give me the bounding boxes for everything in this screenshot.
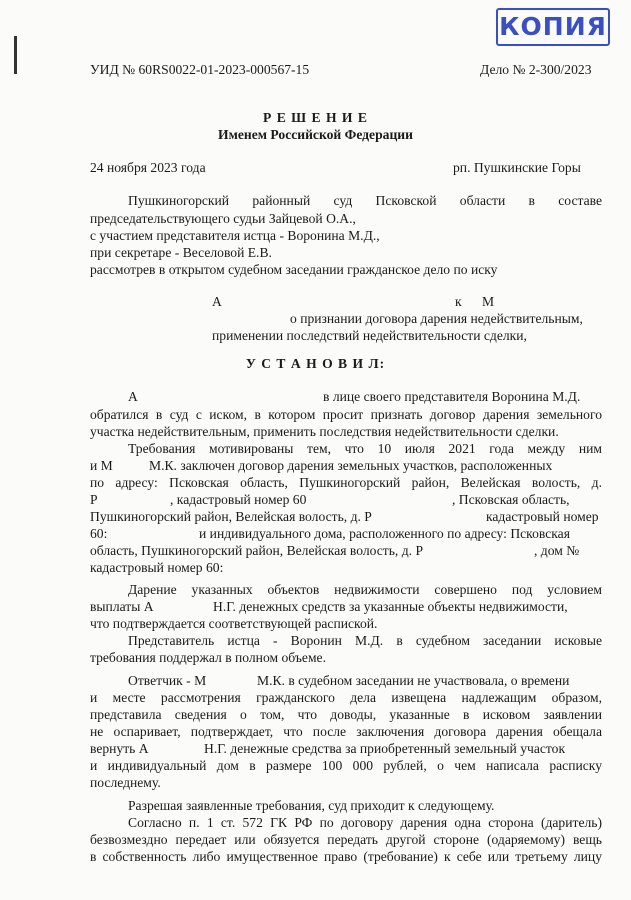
- body-line: , Псковская область,: [452, 492, 570, 507]
- body-line: Дарение указанных объектов недвижимости совершено под условием: [128, 582, 602, 597]
- body-line: безвозмездно передает или обязуется передать другой стороне (одаряемому) вещь: [90, 832, 602, 847]
- body-line: в собственность либо имущественное право (требование) к себе или третьему лицу: [90, 849, 602, 864]
- body-line: , дом №: [534, 543, 580, 558]
- decision-place: рп. Пушкинские Горы: [453, 160, 581, 175]
- party-defendant: М: [482, 294, 495, 309]
- intro-line: при секретаре - Веселовой Е.В.: [90, 245, 272, 260]
- body-line: что подтверждается соответствующей распиской.: [90, 616, 378, 631]
- body-line: Н.Г. денежных средств за указанные объекты недвижимости,: [213, 599, 568, 614]
- body-line: Пушкиногорский район, Велейская волость, д. Р: [90, 509, 372, 524]
- body-line: участка недействительным, применить последствия недействительности сделки.: [90, 424, 559, 439]
- body-line: требования поддержал в полном объеме.: [90, 650, 326, 665]
- body-line: 60:: [90, 526, 108, 541]
- claim-line: применении последствий недействительности сделки,: [212, 328, 527, 343]
- body-line: не оспаривает, подтверждает, что после заключения договора дарения обещала: [90, 724, 602, 739]
- body-line: и индивидуального дома, расположенного по адресу: Псковская: [199, 526, 570, 541]
- intro-line: с участием представителя истца - Воронина М.Д.,: [90, 228, 380, 243]
- decision-date: 24 ноября 2023 года: [90, 160, 206, 175]
- body-line: выплаты А: [90, 599, 154, 614]
- copy-stamp: КОПИЯ: [496, 8, 610, 46]
- case-uid: УИД № 60RS0022-01-2023-000567-15: [90, 62, 310, 77]
- body-line: и индивидуальный дом в размере 100 000 рублей, о чем написала расписку: [90, 758, 602, 773]
- body-line: Представитель истца - Воронин М.Д. в судебном заседании исковые: [128, 633, 602, 648]
- document-subheading: Именем Российской Федерации: [218, 127, 413, 142]
- intro-line: Пушкиногорский районный суд Псковской области в составе: [128, 193, 602, 208]
- body-line: область, Пушкиногорский район, Велейская волость, д. Р: [90, 543, 424, 558]
- margin-mark: [14, 36, 17, 74]
- body-line: обратился в суд с иском, в котором просит признать договор дарения земельного: [90, 407, 602, 422]
- body-line: в лице своего представителя Воронина М.Д.: [323, 389, 581, 404]
- body-line: представила сведения о том, что доводы, указанные в исковом заявлении: [90, 707, 602, 722]
- body-line: и месте рассмотрения гражданского дела извещена надлежащим образом,: [90, 690, 602, 705]
- body-line: , кадастровый номер 60: [170, 492, 307, 507]
- body-line: Требования мотивированы тем, что 10 июля 2021 года между ним: [128, 441, 602, 456]
- section-heading-ustanovil: У С Т А Н О В И Л:: [245, 356, 386, 371]
- document-heading: Р Е Ш Е Н И Е: [263, 110, 368, 125]
- body-line: кадастровый номер: [486, 509, 599, 524]
- body-line: Н.Г. денежные средства за приобретенный земельный участок: [204, 741, 566, 756]
- body-line: Р: [90, 492, 98, 507]
- body-line: по адресу: Псковская область, Пушкиногорский район, Велейская волость, д.: [90, 475, 602, 490]
- body-line: последнему.: [90, 775, 161, 790]
- body-line: Разрешая заявленные требования, суд приходит к следующему.: [128, 798, 495, 813]
- body-line: и М: [90, 458, 113, 473]
- party-separator: к: [455, 294, 462, 309]
- body-line: кадастровый номер 60:: [90, 560, 224, 575]
- body-line: вернуть А: [90, 741, 149, 756]
- case-number: Дело № 2-300/2023: [480, 62, 592, 77]
- body-line: Согласно п. 1 ст. 572 ГК РФ по договору дарения одна сторона (даритель): [128, 815, 602, 830]
- party-plaintiff: А: [212, 294, 222, 309]
- body-line: М.К. заключен договор дарения земельных участков, расположенных: [149, 458, 553, 473]
- claim-line: о признании договора дарения недействительным,: [290, 311, 583, 326]
- body-line: А: [128, 389, 138, 404]
- body-line: Ответчик - М: [128, 673, 207, 688]
- body-line: М.К. в судебном заседании не участвовала, о времени: [257, 673, 570, 688]
- intro-line: рассмотрев в открытом судебном заседании гражданское дело по иску: [90, 262, 498, 277]
- intro-line: председательствующего судьи Зайцевой О.А.,: [90, 211, 356, 226]
